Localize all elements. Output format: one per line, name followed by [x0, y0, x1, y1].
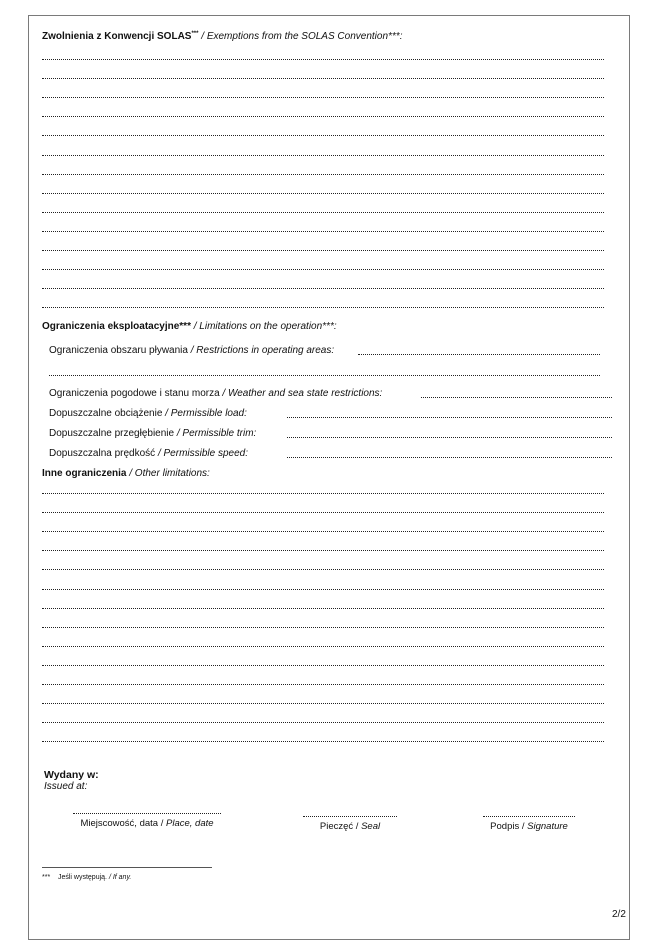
other-entry-line-7[interactable] [42, 608, 604, 609]
footnote-text-en: / If any. [107, 874, 132, 881]
footnote-text-pl: Jeśli występują. [57, 874, 107, 881]
permissible-speed-pl: Dopuszczalna prędkość [49, 448, 156, 459]
solas-entry-line-6[interactable] [42, 155, 604, 156]
solas-entry-line-7[interactable] [42, 174, 604, 175]
solas-entry-line-4[interactable] [42, 116, 604, 117]
seal-pl: Pieczęć / [319, 821, 362, 832]
permissible-load-en: / Permissible load: [162, 408, 247, 419]
solas-title-sup: *** [191, 31, 199, 37]
solas-title-en: / Exemptions from the SOLAS Convention***: [198, 31, 403, 42]
solas-entry-line-13[interactable] [42, 288, 604, 289]
restriction-area-en: / Restrictions in operating areas: [187, 345, 335, 356]
place-date-pl: Miejscowość, data / [80, 818, 166, 829]
permissible-trim-label [49, 428, 256, 439]
place-date-label [67, 818, 227, 829]
seal-field[interactable] [303, 816, 397, 817]
weather-restrictions-en: / Weather and sea state restrictions: [219, 388, 383, 399]
permissible-trim-field[interactable] [287, 437, 612, 438]
other-section-title [42, 468, 210, 479]
weather-restrictions-field[interactable] [421, 397, 612, 398]
solas-entry-line-10[interactable] [42, 231, 604, 232]
weather-restrictions-label [49, 388, 382, 399]
other-entry-line-4[interactable] [42, 550, 604, 551]
other-entry-line-8[interactable] [42, 627, 604, 628]
operation-section-title [42, 321, 337, 332]
permissible-load-field[interactable] [287, 417, 612, 418]
signature-field[interactable] [483, 816, 575, 817]
other-entry-line-2[interactable] [42, 512, 604, 513]
permissible-speed-label [49, 448, 248, 459]
other-title-pl: Inne ograniczenia [42, 468, 127, 479]
other-entry-line-9[interactable] [42, 646, 604, 647]
other-entry-line-1[interactable] [42, 493, 604, 494]
permissible-load-label [49, 408, 247, 419]
other-entry-line-10[interactable] [42, 665, 604, 666]
weather-restrictions-pl: Ograniczenia pogodowe i stanu morza [49, 388, 220, 399]
solas-entry-line-11[interactable] [42, 250, 604, 251]
solas-entry-line-3[interactable] [42, 97, 604, 98]
place-date-en: Place, date [166, 818, 214, 829]
operation-title-pl: Ograniczenia eksploatacyjne*** [42, 321, 191, 332]
other-entry-line-13[interactable] [42, 722, 604, 723]
restriction-area-label [49, 345, 334, 356]
seal-label [295, 821, 405, 832]
solas-entry-line-5[interactable] [42, 135, 604, 136]
permissible-speed-field[interactable] [287, 457, 612, 458]
signature-en: Signature [527, 821, 568, 832]
footnote [42, 874, 131, 881]
solas-entry-line-8[interactable] [42, 193, 604, 194]
operation-title-en: / Limitations on the operation***: [190, 321, 337, 332]
restriction-area-field[interactable] [358, 354, 600, 355]
other-entry-line-5[interactable] [42, 569, 604, 570]
solas-entry-line-12[interactable] [42, 269, 604, 270]
issued-label-en: Issued at: [44, 781, 88, 792]
restriction-area-field-cont[interactable] [49, 375, 600, 376]
solas-section-title [42, 31, 402, 42]
solas-entry-line-2[interactable] [42, 78, 604, 79]
footnote-marker: *** [42, 874, 51, 881]
other-entry-line-14[interactable] [42, 741, 604, 742]
seal-en: Seal [361, 821, 381, 832]
other-entry-line-3[interactable] [42, 531, 604, 532]
place-date-field[interactable] [73, 813, 221, 814]
signature-pl: Podpis / [490, 821, 528, 832]
other-entry-line-6[interactable] [42, 589, 604, 590]
permissible-speed-en: / Permissible speed: [155, 448, 248, 459]
other-entry-line-11[interactable] [42, 684, 604, 685]
issued-label-pl: Wydany w: [44, 769, 99, 781]
signature-label [470, 821, 588, 832]
other-entry-line-12[interactable] [42, 703, 604, 704]
solas-title-pl: Zwolnienia z Konwencji SOLAS [42, 31, 192, 42]
permissible-trim-pl: Dopuszczalne przegłębienie [49, 428, 175, 439]
solas-entry-line-14[interactable] [42, 307, 604, 308]
permissible-trim-en: / Permissible trim: [174, 428, 257, 439]
solas-entry-line-9[interactable] [42, 212, 604, 213]
other-title-en: / Other limitations: [126, 468, 210, 479]
footnote-rule [42, 867, 212, 868]
restriction-area-pl: Ograniczenia obszaru pływania [49, 345, 188, 356]
permissible-load-pl: Dopuszczalne obciążenie [49, 408, 163, 419]
solas-entry-line-1[interactable] [42, 59, 604, 60]
page-number: 2/2 [612, 909, 626, 920]
